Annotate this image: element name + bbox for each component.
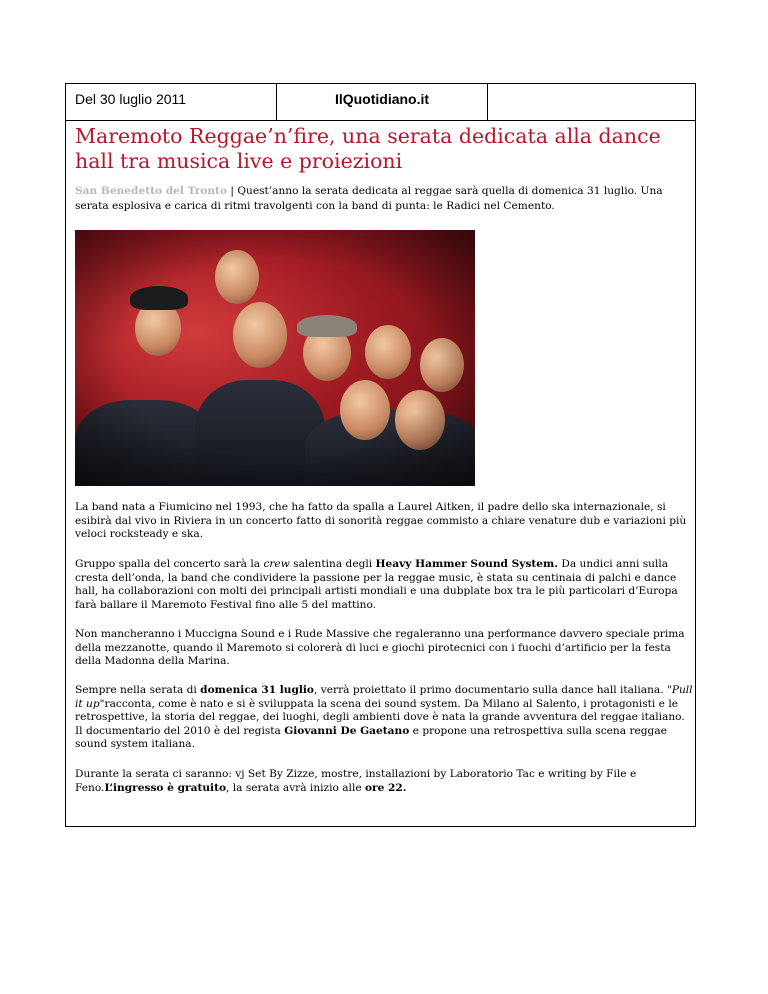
p4-date: domenica 31 luglio xyxy=(200,684,315,696)
p2-text-b: salentina degli xyxy=(289,558,376,570)
lead-text: Quest’anno la serata dedicata al reggae sarà quella di domenica 31 luglio. Una serata esplosiva e carica di ritmi travolgenti con la band di punta: le Radici nel Cemento. xyxy=(75,185,663,212)
date-cell: Del 30 luglio 2011 xyxy=(66,84,277,120)
article-title: Maremoto Reggae’n’fire, una serata dedicata alla dance hall tra musica live e proiezioni xyxy=(75,124,661,173)
paragraph-4 xyxy=(75,684,693,752)
band-photo xyxy=(75,230,475,486)
paragraph-2 xyxy=(75,558,693,612)
p2-sound-system: Heavy Hammer Sound System. xyxy=(375,558,558,570)
p4-text-a: Sempre nella serata di xyxy=(75,684,201,696)
paragraph-1: La band nata a Fiumicino nel 1993, che ha fatto da spalla a Laurel Aitken, il padre dello ska internazionale, si esibirà dal vivo in Riviera in un concerto fatto di sonorità reggae commisto a chiare venature dub e variazioni più veloci rocksteady e ska. xyxy=(75,501,687,541)
photo-vignette xyxy=(75,230,475,486)
p4-director: Giovanni De Gaetano xyxy=(284,724,410,737)
p2-crew: crew xyxy=(263,558,290,570)
header-table xyxy=(66,84,695,121)
article-frame xyxy=(65,83,696,827)
location-label: San Benedetto del Tronto xyxy=(75,185,228,197)
p5-start-time: ore 22. xyxy=(364,781,407,794)
article-lead xyxy=(75,184,689,214)
empty-cell xyxy=(488,84,695,120)
source-cell: IlQuotidiano.it xyxy=(277,84,488,120)
p5-text-b: , la serata avrà inizio alle xyxy=(226,781,365,794)
lead-separator: | xyxy=(227,185,238,197)
p5-free-entry: L’ingresso è gratuito xyxy=(104,781,227,794)
p4-text-c: racconta, come è nato e si è sviluppata la scena dei sound system. Da Milano al Salento, i protagonisti e le retrospettive, la storia del reggae, dei luoghi, degli ambienti dove è nata la grande avventura del reggae italiano. Il documentario del 2010 è del regista xyxy=(75,697,685,737)
p5-text-a: Durante la serata ci saranno: vj Set By Zizze, mostre, installazioni by Laboratorio Tac e writing by File e Feno. xyxy=(75,768,637,794)
p2-text-c: Da undici anni sulla cresta dell’onda, la band che condividere la passione per la reggae music, è stata su centinaia di palchi e dance hall, ha collaborazioni con molti dei principali artisti mondiali e una dubplate box tra le più particolari d’Europa farà ballare il Maremoto Festival fino alle 5 del mattino. xyxy=(75,558,678,611)
p4-text-b: , verrà proiettato il primo documentario sulla dance hall italiana. xyxy=(314,684,667,696)
p4-film-title: "Pull it up" xyxy=(75,684,693,710)
p2-text-a: Gruppo spalla del concerto sarà la xyxy=(75,558,264,570)
paragraph-3: Non mancheranno i Muccigna Sound e i Rude Massive che regaleranno una performance davvero speciale prima della mezzanotte, quando il Maremoto si colorerà di luci e giochi pirotecnici con i fuochi d’artificio per la festa della Madonna della Marina. xyxy=(75,628,685,668)
p4-text-d: e propone una retrospettiva sulla scena reggae sound system italiana. xyxy=(75,724,667,751)
paragraph-5 xyxy=(75,768,693,795)
